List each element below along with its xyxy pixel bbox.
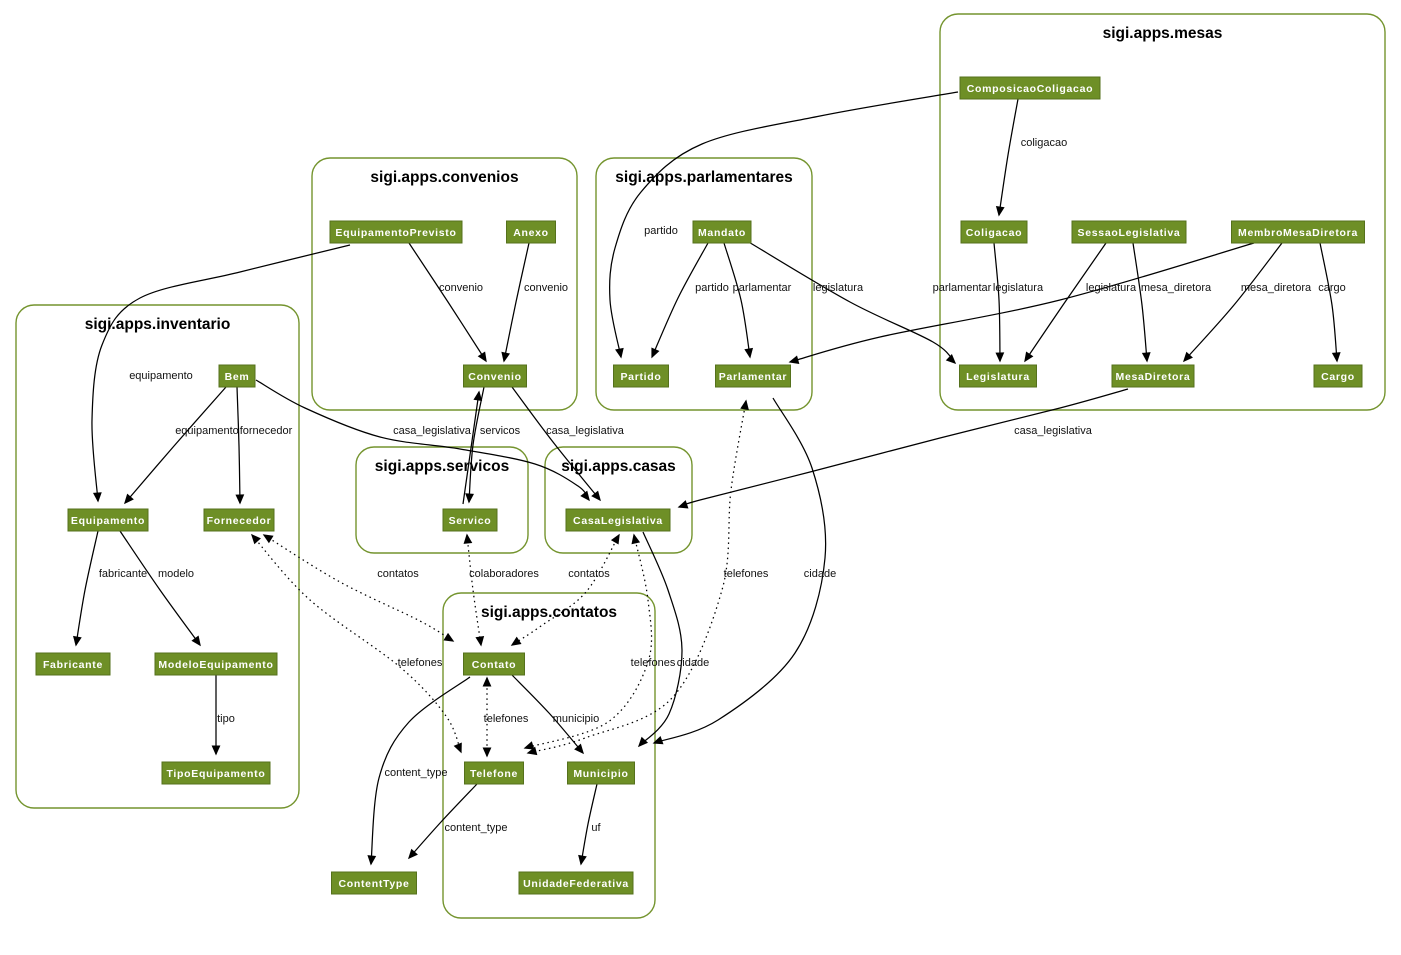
edge-label-Bem-Equipamento: equipamento <box>175 425 239 437</box>
node-MembroMesaDiretora <box>1232 221 1365 243</box>
edge-Mandato-Partido <box>652 243 708 357</box>
cluster-title-mesas: sigi.apps.mesas <box>1102 25 1223 42</box>
node-Legislatura <box>960 365 1037 387</box>
edge-label-Mandato-Parlamentar: parlamentar <box>732 282 792 294</box>
node-Municipio <box>568 762 635 784</box>
edge-label-ModeloEquipamento-TipoEquipamento: tipo <box>217 713 235 725</box>
edge-label-Fornecedor-Telefone: telefones <box>397 657 443 669</box>
node-UnidadeFederativa <box>519 872 633 894</box>
node-label-Bem: Bem <box>224 371 250 383</box>
node-Telefone <box>465 762 524 784</box>
edge-label-CasaLegislativa-Contato: contatos <box>568 568 610 580</box>
edge-MesaDiretora-CasaLegislativa <box>679 389 1128 507</box>
node-label-Municipio: Municipio <box>573 768 629 780</box>
edge-label-Servico-Contato: colaboradores <box>469 568 539 580</box>
edge-Parlamentar-Telefone <box>528 401 746 753</box>
node-Servico <box>443 509 497 531</box>
cluster-servicos <box>356 447 528 553</box>
edge-CasaLegislativa-Municipio <box>639 532 682 746</box>
node-Fornecedor <box>204 509 274 531</box>
node-MesaDiretora <box>1112 365 1194 387</box>
node-label-Equipamento: Equipamento <box>70 515 146 527</box>
edge-label-Telefone-ContentType: content_type <box>444 822 508 834</box>
edge-Coligacao-Legislatura <box>994 243 1000 361</box>
edge-label-Bem-CasaLegislativa: casa_legislativa <box>393 425 471 437</box>
edge-label-MembroMesaDiretora-MesaDiretora: mesa_diretora <box>1240 282 1312 294</box>
node-label-Contato: Contato <box>471 659 517 671</box>
cluster-title-casas: sigi.apps.casas <box>561 458 676 475</box>
node-label-UnidadeFederativa: UnidadeFederativa <box>523 878 629 890</box>
node-ContentType <box>332 872 417 894</box>
edge-label-CasaLegislativa-Municipio: cidade <box>676 657 710 669</box>
node-label-Telefone: Telefone <box>470 768 518 780</box>
cluster-mesas <box>940 14 1385 410</box>
edge-Fornecedor-Telefone <box>252 535 461 752</box>
edge-Fornecedor-Contato <box>264 535 453 641</box>
node-Mandato <box>693 221 751 243</box>
node-EquipamentoPrevisto <box>330 221 462 243</box>
edge-Bem-CasaLegislativa <box>256 380 589 500</box>
edge-Equipamento-ModeloEquipamento <box>120 531 200 645</box>
edge-label-MesaDiretora-CasaLegislativa: casa_legislativa <box>1014 425 1092 437</box>
edge-label-Coligacao-Legislatura: legislatura <box>992 282 1044 294</box>
node-label-Parlamentar: Parlamentar <box>718 371 788 383</box>
edge-SessaoLegislativa-Legislatura <box>1025 243 1106 361</box>
edge-label-Parlamentar-Telefone: telefones <box>723 568 769 580</box>
edge-label-Contato-ContentType: content_type <box>384 767 448 779</box>
node-Convenio <box>464 365 527 387</box>
edge-label-EquipamentoPrevisto-Equipamento: equipamento <box>129 370 193 382</box>
edge-SessaoLegislativa-MesaDiretora <box>1133 243 1147 361</box>
node-Bem <box>219 365 255 387</box>
node-label-Fabricante: Fabricante <box>42 659 104 671</box>
edge-label-SessaoLegislativa-MesaDiretora: mesa_diretora <box>1140 282 1212 294</box>
cluster-title-convenios: sigi.apps.convenios <box>370 169 519 186</box>
edge-Bem-Equipamento <box>125 387 226 503</box>
edge-Bem-Fornecedor <box>237 387 240 503</box>
edge-label-Bem-Fornecedor: fornecedor <box>239 425 293 437</box>
node-label-Coligacao: Coligacao <box>965 227 1023 239</box>
cluster-title-parlamentares: sigi.apps.parlamentares <box>615 169 793 186</box>
edge-layer <box>76 92 1346 864</box>
edge-label-Contato-Municipio: municipio <box>552 713 600 725</box>
edge-Convenio-CasaLegislativa <box>512 387 600 500</box>
cluster-border-mesas <box>940 14 1385 410</box>
node-label-Partido: Partido <box>620 371 662 383</box>
node-label-Fornecedor: Fornecedor <box>206 515 272 527</box>
edge-label-ComposicaoColigacao-Coligacao: coligacao <box>1020 137 1068 149</box>
cluster-casas <box>545 447 692 553</box>
edge-EquipamentoPrevisto-Convenio <box>409 243 486 361</box>
edge-label-Convenio-Servico: servicos <box>479 425 521 437</box>
edge-CasaLegislativa-Contato <box>512 535 619 645</box>
edge-label-Parlamentar-Municipio: cidade <box>803 568 837 580</box>
node-SessaoLegislativa <box>1072 221 1186 243</box>
edge-label-Fornecedor-Contato: contatos <box>377 568 419 580</box>
node-label-SessaoLegislativa: SessaoLegislativa <box>1077 227 1181 239</box>
node-Fabricante <box>36 653 110 675</box>
edge-label-ComposicaoColigacao-Partido: partido <box>644 225 678 237</box>
edge-label-Equipamento-ModeloEquipamento: modelo <box>157 568 195 580</box>
node-ComposicaoColigacao <box>960 77 1100 99</box>
node-ModeloEquipamento <box>155 653 277 675</box>
edge-label-MembroMesaDiretora-Parlamentar: parlamentar <box>932 282 992 294</box>
edge-Mandato-Parlamentar <box>724 243 750 357</box>
node-Contato <box>464 653 525 675</box>
node-Coligacao <box>961 221 1027 243</box>
node-label-Servico: Servico <box>448 515 492 527</box>
node-CasaLegislativa <box>566 509 670 531</box>
edge-MembroMesaDiretora-MesaDiretora <box>1184 243 1282 361</box>
edge-MembroMesaDiretora-Cargo <box>1320 243 1337 361</box>
edge-label-Anexo-Convenio: convenio <box>523 282 569 294</box>
node-Anexo <box>507 221 556 243</box>
node-label-EquipamentoPrevisto: EquipamentoPrevisto <box>335 227 457 239</box>
node-label-TipoEquipamento: TipoEquipamento <box>166 768 266 780</box>
node-Partido <box>614 365 669 387</box>
edge-label-Convenio-CasaLegislativa: casa_legislativa <box>546 425 624 437</box>
edge-label-SessaoLegislativa-Legislatura: legislatura <box>1085 282 1137 294</box>
edge-ComposicaoColigacao-Coligacao <box>999 99 1018 215</box>
edge-label-EquipamentoPrevisto-Convenio: convenio <box>438 282 484 294</box>
node-label-CasaLegislativa: CasaLegislativa <box>573 515 663 527</box>
edge-label-Equipamento-Fabricante: fabricante <box>98 568 148 580</box>
node-Equipamento <box>68 509 148 531</box>
edge-Servico-Contato <box>467 535 481 645</box>
edge-label-Mandato-Partido: partido <box>695 282 729 294</box>
cluster-border-contatos <box>443 593 655 918</box>
node-label-Legislatura: Legislatura <box>966 371 1030 383</box>
edge-Anexo-Convenio <box>504 243 529 361</box>
edge-Servico-Convenio <box>463 392 479 504</box>
node-label-Mandato: Mandato <box>697 227 747 239</box>
node-label-Convenio: Convenio <box>468 371 522 383</box>
node-label-ComposicaoColigacao: ComposicaoColigacao <box>966 83 1094 95</box>
edge-label-Municipio-UnidadeFederativa: uf <box>591 822 601 834</box>
edge-label-CasaLegislativa-Telefone: telefones <box>630 657 676 669</box>
edge-Equipamento-Fabricante <box>76 531 98 645</box>
edge-MembroMesaDiretora-Parlamentar <box>790 243 1254 362</box>
node-label-ContentType: ContentType <box>338 878 410 890</box>
node-label-MembroMesaDiretora: MembroMesaDiretora <box>1238 227 1358 239</box>
cluster-contatos <box>443 593 655 918</box>
cluster-title-servicos: sigi.apps.servicos <box>374 458 510 475</box>
node-label-MesaDiretora: MesaDiretora <box>1115 371 1191 383</box>
edge-label-MembroMesaDiretora-Cargo: cargo <box>1318 282 1346 294</box>
node-Cargo <box>1314 365 1362 387</box>
node-Parlamentar <box>716 365 791 387</box>
node-label-Cargo: Cargo <box>1321 371 1355 383</box>
node-label-ModeloEquipamento: ModeloEquipamento <box>158 659 274 671</box>
cluster-title-contatos: sigi.apps.contatos <box>480 604 618 621</box>
edge-label-Contato-Telefone: telefones <box>483 713 529 725</box>
node-TipoEquipamento <box>162 762 270 784</box>
node-label-Anexo: Anexo <box>513 227 549 239</box>
edge-label-Mandato-Legislatura: legislatura <box>812 282 864 294</box>
cluster-title-inventario: sigi.apps.inventario <box>84 316 231 333</box>
